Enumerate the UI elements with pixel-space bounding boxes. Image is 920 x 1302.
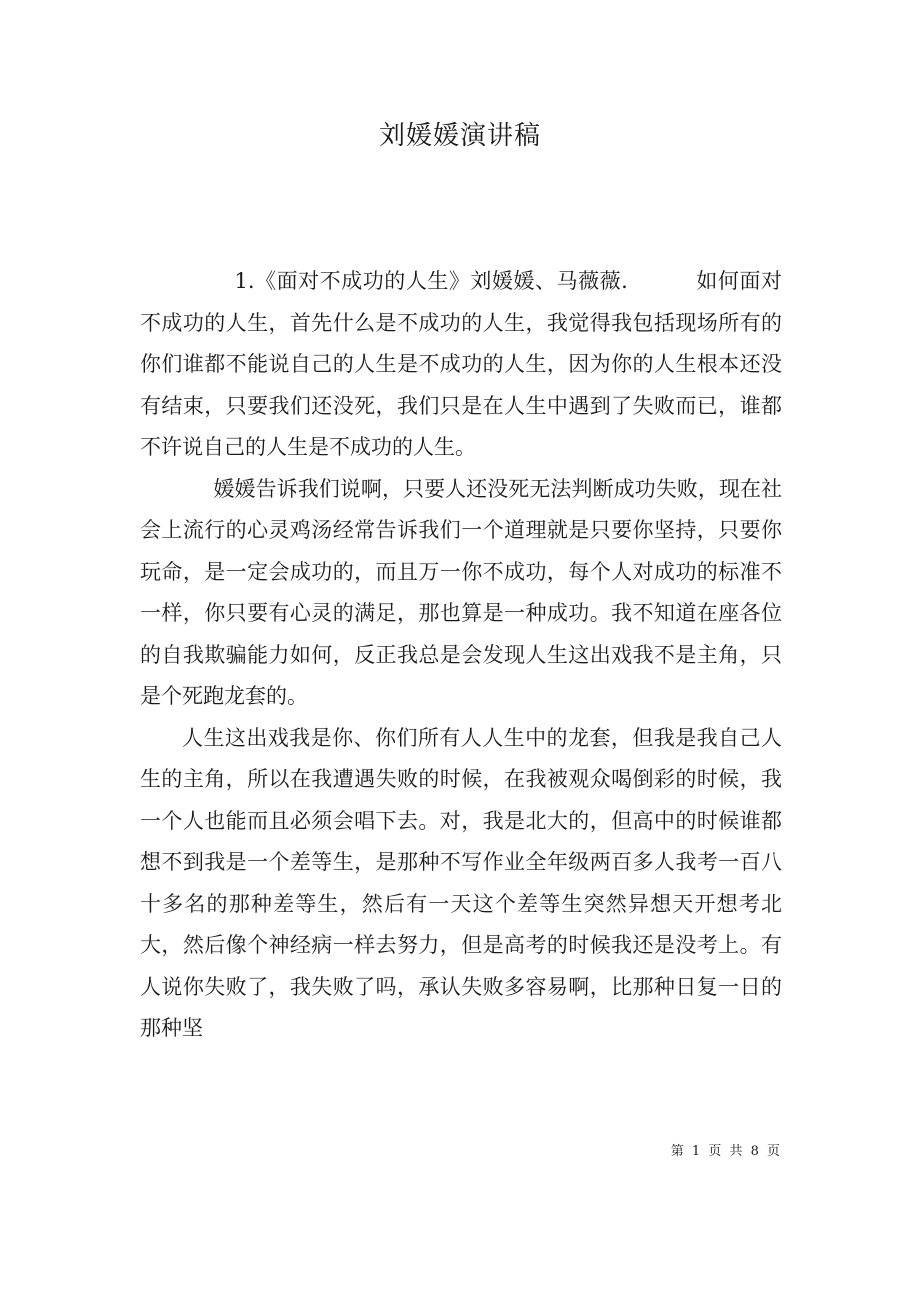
document-body: [140, 261, 782, 1050]
paragraph-3: 人生这出戏我是你、你们所有人人生中的龙套，但我是我自己人生的主角，所以在我遭遇失败的时候，在我被观众喝倒彩的时候，我一个人也能而且必须会唱下去。对，我是北大的，但高中的时候谁都想不到我是一个差等生，是那种不写作业全年级两百多人我考一百八十多名的那种差等生，然后有一天这个差等生突然异想天开想考北大，然后像个神经病一样去努力，但是高考的时候我还是没考上。有人说你失败了，我失败了吗，承认失败多容易啊，比那种日复一日的那种坚: [140, 725, 782, 1040]
paragraph-2: 媛媛告诉我们说啊，只要人还没死无法判断成功失败，现在社会上流行的心灵鸡汤经常告诉我们一个道理就是只要你坚持，只要你玩命，是一定会成功的，而且万一你不成功，每个人对成功的标准不一样，你只要有心灵的满足，那也算是一种成功。我不知道在座各位的自我欺骗能力如何，反正我总是会发现人生这出戏我不是主角，只是个死跑龙套的。: [140, 476, 782, 708]
document-title: 刘媛媛演讲稿: [378, 121, 541, 151]
page-footer: 第 1 页 共 8 页: [670, 1144, 782, 1159]
paragraph-1-heading: 1.《面对不成功的人生》刘媛媛、马薇薇.: [234, 269, 628, 293]
paragraph-1: [140, 261, 782, 469]
paragraph-1-text: 如何面对不成功的人生，首先什么是不成功的人生，我觉得我包括现场所有的你们谁都不能说自己的人生是不成功的人生，因为你的人生根本还没有结束，只要我们还没死，我们只是在人生中遇到了失败而已，谁都不许说自己的人生是不成功的人生。: [140, 269, 783, 459]
